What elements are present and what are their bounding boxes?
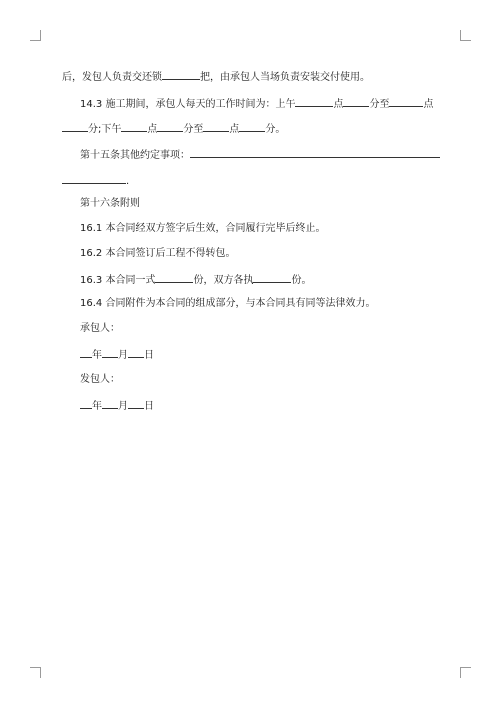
blank-field: [389, 96, 423, 107]
blank-field: [157, 121, 183, 132]
crop-mark-top-left: [30, 30, 41, 41]
blank-field: [62, 121, 88, 132]
clause-16-1: 16.1 本合同经双方签字后生效，合同履行完毕后终止。: [80, 223, 326, 234]
blank-field: [203, 121, 229, 132]
blank-field: [80, 398, 92, 409]
blank-field: [62, 173, 126, 184]
blank-field: [162, 69, 200, 80]
blank-field: [128, 398, 144, 409]
blank-field: [128, 347, 144, 358]
paragraph-lock-return: 后，发包人负责交还锁 把，由承包人当场负责安装交付使用。: [62, 69, 370, 85]
clause-14-3-cont: 分;下午 点 分至 点 分。: [62, 121, 285, 137]
contractor-label: 承包人：: [80, 323, 120, 334]
blank-field: [295, 96, 333, 107]
blank-field: [343, 96, 369, 107]
employer-label: 发包人：: [80, 374, 120, 385]
blank-field: [80, 347, 92, 358]
clause-16-2: 16.2 本合同签订后工程不得转包。: [80, 248, 236, 259]
blank-field: [190, 147, 440, 158]
contractor-date: 年 月 日: [80, 347, 154, 363]
article-16-heading: 第十六条附则: [80, 198, 140, 209]
clause-16-4: 16.4 合同附件为本合同的组成部分，与本合同具有同等法律效力。: [80, 298, 376, 309]
crop-mark-bottom-right: [460, 667, 471, 678]
blank-field: [102, 347, 118, 358]
clause-14-3: 14.3 施工期间，承包人每天的工作时间为：上午 点 分至 点: [80, 96, 433, 112]
crop-mark-top-right: [460, 30, 471, 41]
employer-date: 年 月 日: [80, 398, 154, 414]
blank-field: [102, 398, 118, 409]
blank-field: [253, 272, 291, 283]
clause-15-cont: .: [62, 173, 129, 189]
blank-field: [239, 121, 265, 132]
blank-field: [121, 121, 147, 132]
blank-field: [155, 272, 193, 283]
clause-16-3: 16.3 本合同一式 份，双方各执 份。: [80, 272, 311, 288]
clause-15: 第十五条其他约定事项：: [80, 147, 440, 163]
crop-mark-bottom-left: [30, 667, 41, 678]
